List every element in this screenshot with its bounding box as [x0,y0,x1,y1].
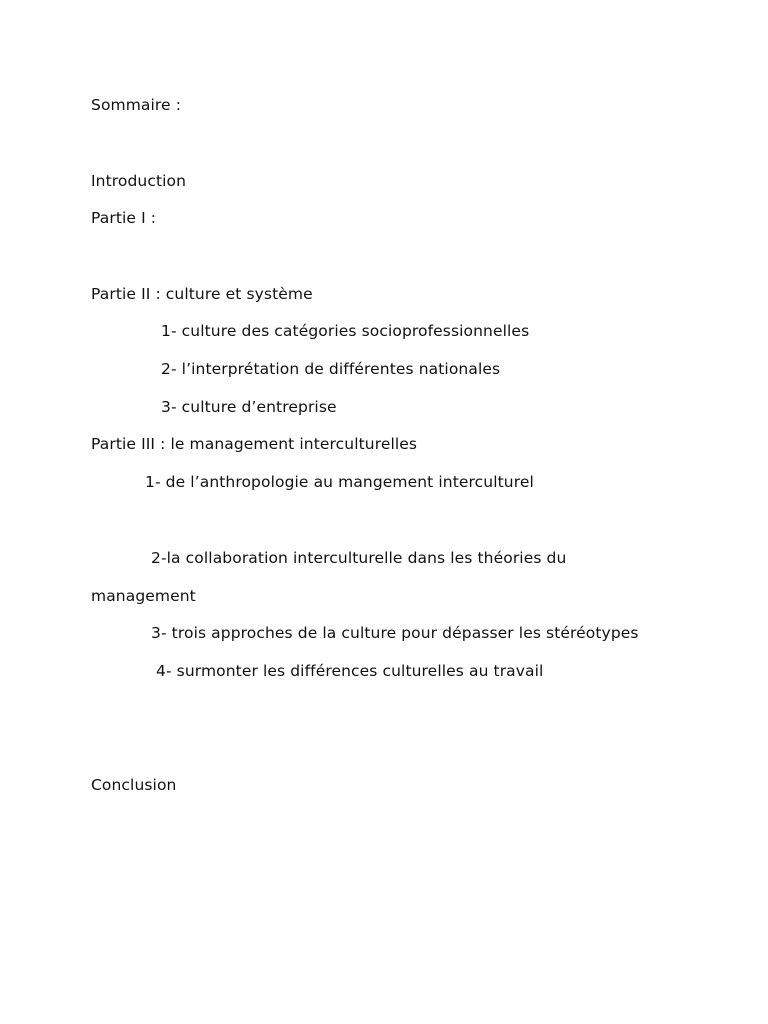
part-three-item-2: 2-la collaboration interculturelle dans les théories du [151,549,567,567]
part-three-item-1: 1- de l’anthropologie au mangement interculturel [145,473,534,491]
part-three-title: Partie III : le management interculturelles [91,435,418,453]
conclusion-entry: Conclusion [91,776,177,794]
summary-heading: Sommaire : [91,96,182,114]
part-two-item-1: 1- culture des catégories socioprofessionnelles [161,322,530,340]
part-three-item-3: 3- trois approches de la culture pour dépasser les stéréotypes [151,624,639,642]
part-three-item-2-continuation: management [91,587,196,605]
part-one-entry: Partie I : [91,209,157,227]
part-two-item-3: 3- culture d’entreprise [161,398,337,416]
introduction-entry: Introduction [91,172,187,190]
part-two-item-2: 2- l’interprétation de différentes nationales [161,360,501,378]
part-three-item-4: 4- surmonter les différences culturelles au travail [156,662,544,680]
part-two-title: Partie II : culture et système [91,285,313,303]
